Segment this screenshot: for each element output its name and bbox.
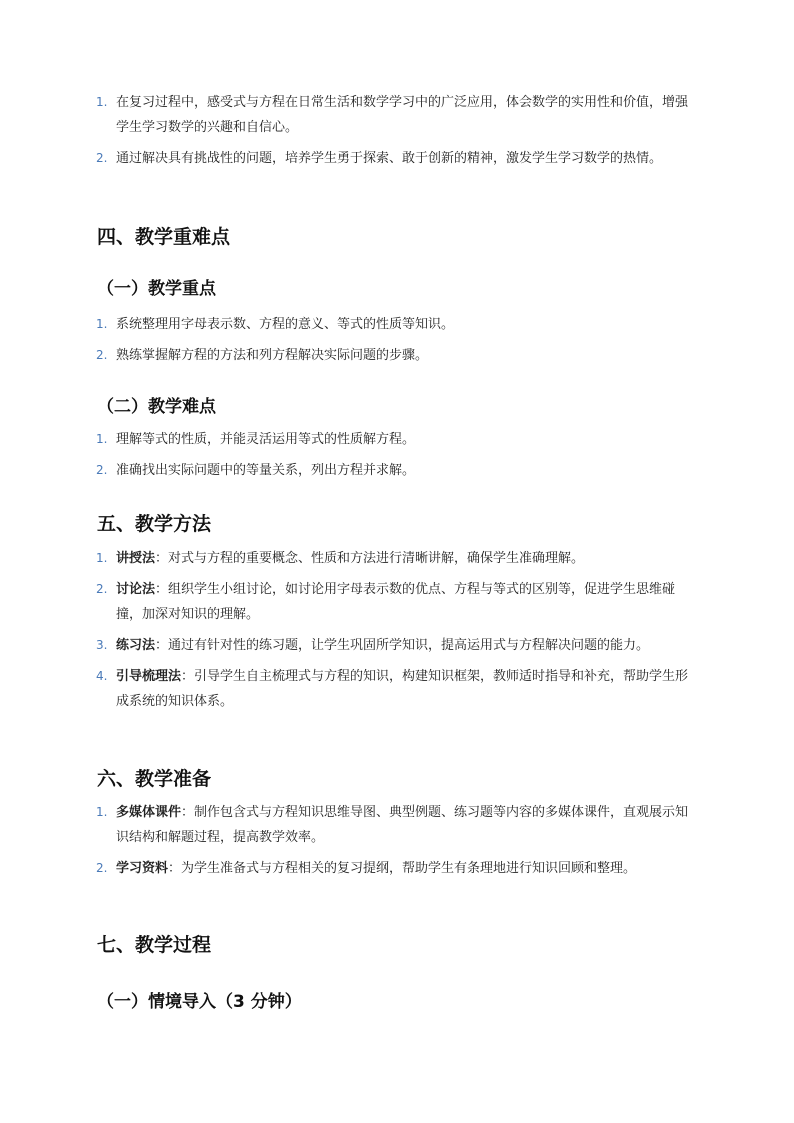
list-item [96, 146, 696, 171]
section-heading-7: 七、教学过程 [97, 934, 212, 956]
method-term: 讲授法 [116, 551, 156, 566]
list-item [96, 312, 696, 337]
list-item-text: 准确找出实际问题中的等量关系，列出方程并求解。 [116, 463, 416, 478]
list-item [96, 633, 696, 658]
list-item [96, 856, 696, 881]
list-item-text: ：通过有针对性的练习题，让学生巩固所学知识，提高运用式与方程解决问题的能力。 [155, 638, 650, 653]
list-number: 1. [96, 805, 108, 819]
preparation-term: 学习资料 [116, 861, 169, 876]
list-item [96, 343, 696, 368]
list-item-text: ：对式与方程的重要概念、性质和方法进行清晰讲解，确保学生准确理解。 [155, 551, 585, 566]
method-term: 引导梳理法 [116, 669, 182, 684]
list-item-text: 系统整理用字母表示数、方程的意义、等式的性质等知识。 [116, 317, 455, 332]
list-item-text: 熟练掌握解方程的方法和列方程解决实际问题的步骤。 [116, 348, 429, 363]
list-number: 1. [96, 432, 108, 446]
list-item-text: ：制作包含式与方程知识思维导图、典型例题、练习题等内容的多媒体课件，直观展示知识结构和解题过程，提高教学效率。 [116, 805, 689, 845]
section-heading-6: 六、教学准备 [97, 768, 212, 790]
list-number: 2. [96, 151, 108, 165]
list-item-text: ：为学生准备式与方程相关的复习提纲，帮助学生有条理地进行知识回顾和整理。 [168, 861, 637, 876]
list-number: 3. [96, 638, 108, 652]
key-points-list [96, 312, 696, 368]
subsection-heading-intro: （一）情境导入（3 分钟） [97, 992, 302, 1012]
list-item [96, 800, 696, 850]
section-heading-5: 五、教学方法 [97, 513, 212, 535]
list-item [96, 664, 696, 714]
list-number: 1. [96, 95, 108, 109]
list-item [96, 546, 696, 571]
list-number: 2. [96, 463, 108, 477]
list-number: 4. [96, 669, 108, 683]
method-term: 练习法 [116, 638, 156, 653]
list-item-text: 在复习过程中，感受式与方程在日常生活和数学学习中的广泛应用，体会数学的实用性和价值，增强学生学习数学的兴趣和自信心。 [116, 95, 689, 135]
preparation-term: 多媒体课件 [116, 805, 182, 820]
methods-list [96, 546, 696, 714]
list-number: 2. [96, 861, 108, 875]
difficulties-list [96, 427, 696, 483]
section-heading-4: 四、教学重难点 [97, 226, 231, 248]
list-item-text: ：组织学生小组讨论，如讨论用字母表示数的优点、方程与等式的区别等，促进学生思维碰撞，加深对知识的理解。 [116, 582, 676, 622]
list-number: 2. [96, 348, 108, 362]
list-item [96, 90, 696, 140]
list-item [96, 458, 696, 483]
list-item [96, 427, 696, 452]
intro-list [96, 90, 696, 171]
list-number: 1. [96, 551, 108, 565]
method-term: 讨论法 [116, 582, 156, 597]
list-item [96, 577, 696, 627]
subsection-heading-key-points: （一）教学重点 [97, 279, 216, 299]
list-item-text: 理解等式的性质，并能灵活运用等式的性质解方程。 [116, 432, 416, 447]
list-item-text: 通过解决具有挑战性的问题，培养学生勇于探索、敢于创新的精神，激发学生学习数学的热情。 [116, 151, 663, 166]
list-number: 1. [96, 317, 108, 331]
list-item-text: ：引导学生自主梳理式与方程的知识，构建知识框架，教师适时指导和补充，帮助学生形成系统的知识体系。 [116, 669, 689, 709]
list-number: 2. [96, 582, 108, 596]
preparation-list [96, 800, 696, 881]
subsection-heading-difficulties: （二）教学难点 [97, 397, 216, 417]
